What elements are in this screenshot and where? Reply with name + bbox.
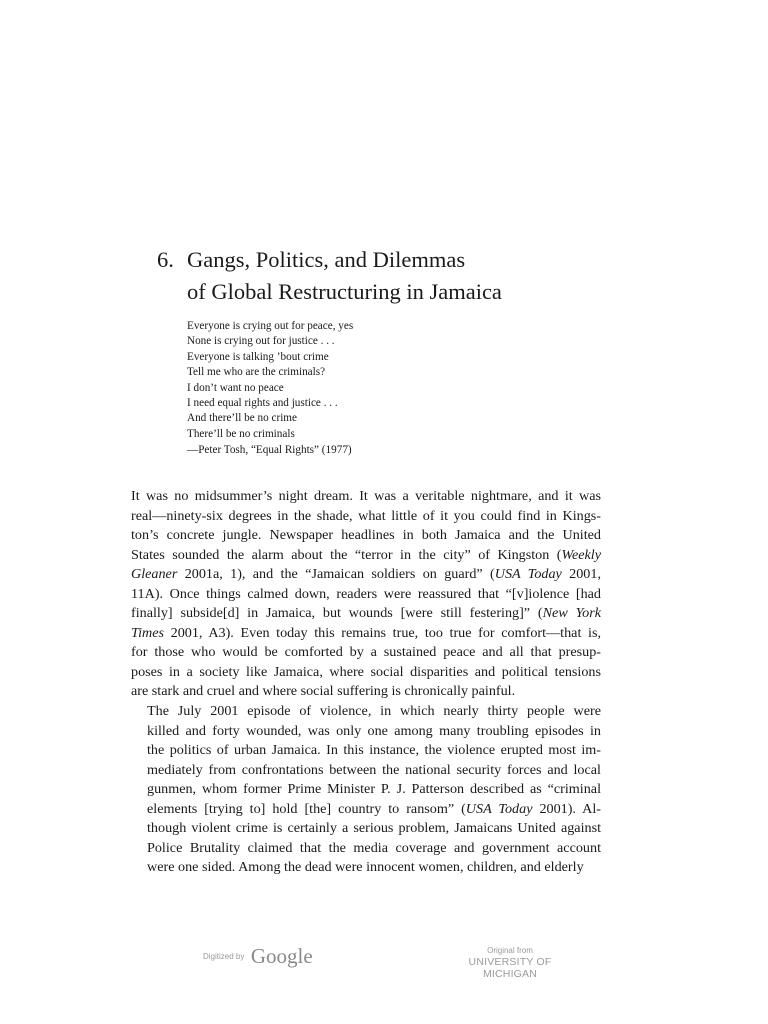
italic-citation: New York: [542, 605, 601, 622]
text-line: poses in a society like Jamaica, where social disparities and political tensions: [131, 663, 601, 680]
original-from-watermark: [448, 946, 572, 980]
epigraph-line: Everyone is crying out for peace, yes: [187, 320, 354, 332]
text-line: killed and forty wounded, was only one among many troubling episodes in: [147, 722, 601, 739]
text-line: were one sided. Among the dead were innocent women, children, and elderly: [147, 859, 584, 876]
chapter-title-line-1: Gangs, Politics, and Dilemmas: [187, 247, 466, 272]
body-text: [131, 487, 601, 878]
epigraph-line: Tell me who are the criminals?: [187, 366, 326, 379]
epigraph-attribution: [187, 443, 487, 458]
chapter-title: [157, 244, 677, 308]
text-line: mediately from confrontations between the national security forces and local: [147, 761, 601, 778]
text-line: though violent crime is certainly a serious problem, Jamaicans United against: [147, 820, 601, 837]
digitized-by-label: Digitized by: [203, 952, 245, 961]
text-line: are stark and cruel and where social suffering is chronically painful.: [131, 683, 516, 700]
original-from-label: Original from: [487, 946, 533, 955]
epigraph-line: Everyone is talking ’bout crime: [187, 350, 329, 363]
text-line: 11A). Once things calmed down, readers were reassured that “[v]iolence [had: [131, 585, 601, 602]
epigraph: [187, 319, 487, 459]
text-line: Police Brutality claimed that the media coverage and government account: [147, 839, 601, 856]
italic-citation: Weekly: [561, 546, 601, 563]
university-label: UNIVERSITY OF MICHIGAN: [468, 956, 552, 980]
text-line: Times 2001, A3). Even today this remains true, too true for comfort—that is,: [131, 624, 601, 641]
text-line: Gleaner 2001a, 1), and the “Jamaican soldiers on guard” (USA Today 2001,: [131, 566, 601, 583]
epigraph-line: I need equal rights and justice . . .: [187, 397, 338, 410]
epigraph-attribution-year: 1977: [325, 444, 348, 457]
epigraph-line: None is crying out for justice . . .: [187, 335, 335, 348]
chapter-title-line-2: of Global Restructuring in Jamaica: [187, 279, 502, 304]
italic-citation: USA Today: [465, 800, 533, 817]
body-paragraph: [131, 487, 601, 702]
text-line: ton’s concrete jungle. Newspaper headlines in both Jamaica and the United: [131, 527, 601, 544]
digitized-by-google-watermark: [203, 944, 313, 969]
chapter-number: 6.: [157, 247, 174, 272]
text-line: the politics of urban Jamaica. In this instance, the violence erupted most im-: [147, 742, 601, 759]
italic-citation: Times: [131, 624, 165, 641]
epigraph-attribution-close: ): [347, 444, 352, 457]
text-line: It was no midsummer’s night dream. It was a veritable nightmare, and it was: [131, 488, 601, 504]
epigraph-line: There’ll be no criminals: [187, 427, 295, 440]
italic-citation: USA Today: [494, 566, 562, 583]
italic-citation: Gleaner: [131, 566, 178, 583]
epigraph-attribution-text: —Peter Tosh, “Equal Rights” (: [187, 444, 326, 457]
epigraph-line: And there’ll be no crime: [187, 412, 297, 425]
google-logo: Google: [250, 944, 313, 968]
text-line: elements [trying to] hold [the] country to ransom” (USA Today 2001). Al-: [147, 800, 602, 817]
text-line: The July 2001 episode of violence, in which nearly thirty people were: [147, 703, 601, 720]
text-line: for those who would be comforted by a sustained peace and all that presup-: [131, 644, 601, 661]
text-line: gunmen, whom former Prime Minister P. J. Patterson described as “criminal: [147, 781, 601, 798]
text-line: States sounded the alarm about the “terror in the city” of Kingston (Weekly: [131, 546, 601, 563]
text-line: finally] subside[d] in Jamaica, but wounds [were still festering]” (New York: [131, 605, 601, 622]
body-paragraph: [131, 702, 601, 878]
text-line: real—ninety-six degrees in the shade, what little of it you could find in Kings-: [131, 507, 601, 524]
epigraph-line: I don’t want no peace: [187, 381, 284, 394]
